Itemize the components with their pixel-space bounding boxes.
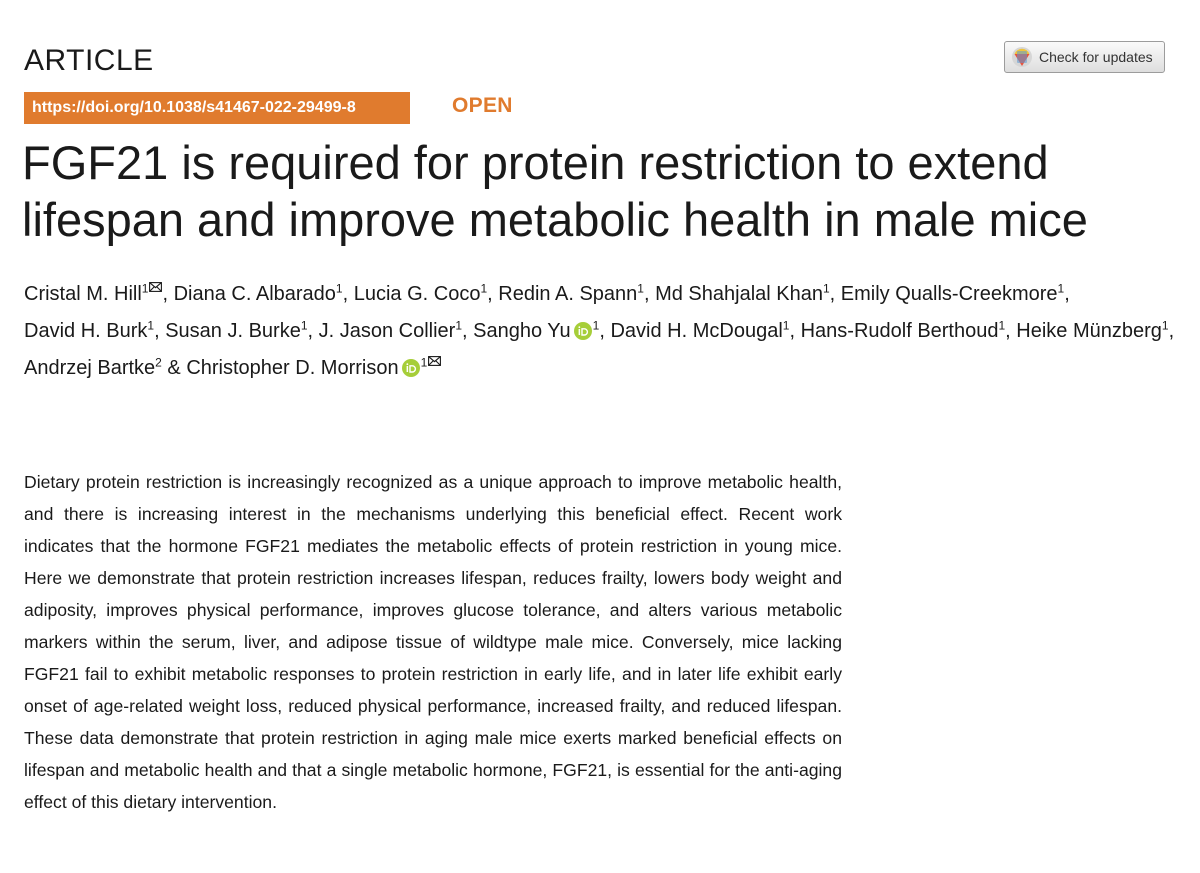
author-name: Hans-Rudolf Berthoud (800, 320, 999, 342)
author-name: Susan J. Burke (165, 320, 301, 342)
author-name: Heike Münzberg (1016, 320, 1162, 342)
affiliation-number: 2 (155, 355, 162, 370)
author-entry[interactable] (473, 320, 599, 342)
orcid-icon[interactable] (402, 359, 420, 377)
author-entry[interactable] (655, 283, 830, 305)
check-for-updates-button[interactable] (1004, 41, 1165, 73)
affiliation-number: 1 (998, 318, 1006, 333)
affiliation-number: 1 (592, 318, 600, 333)
affiliation-number: 1 (782, 318, 790, 333)
affiliation-number: 1 (300, 318, 308, 333)
author-name: Sangho Yu (473, 320, 571, 342)
author-entry[interactable] (24, 320, 154, 342)
author-entry[interactable] (319, 320, 462, 342)
affiliation-number: 1 (822, 281, 830, 296)
author-entry[interactable] (498, 283, 644, 305)
article-type-label: ARTICLE (24, 44, 154, 77)
affiliation-number: 1 (147, 318, 155, 333)
author-entry[interactable] (24, 283, 162, 305)
author-entry[interactable] (186, 357, 441, 379)
author-name: Christopher D. Morrison (186, 357, 399, 379)
crossmark-icon (1011, 46, 1033, 68)
author-name: Cristal M. Hill (24, 283, 142, 305)
doi-link[interactable]: https://doi.org/10.1038/s41467-022-29499-8 (24, 92, 410, 124)
affiliation-number: 1 (335, 281, 343, 296)
author-entry[interactable] (610, 320, 789, 342)
author-entry[interactable] (165, 320, 307, 342)
abstract: Dietary protein restriction is increasingly recognized as a unique approach to improve metabolic health, and there is increasing interest in the mechanisms underlying this beneficial effect. Recent work indicates that the hormone FGF21 mediates the metabolic effects of protein restriction in young mice. Here we demonstrate that protein restriction increases lifespan, reduces frailty, lowers body weight and adiposity, improves physical performance, improves glucose tolerance, and alters various metabolic markers within the serum, liver, and adipose tissue of wildtype male mice. Conversely, mice lacking FGF21 fail to exhibit metabolic responses to protein restriction in early life, and in later life exhibit early onset of age-related weight loss, reduced physical performance, increased frailty, and reduced lifespan. These data demonstrate that protein restriction in aging male mice exerts marked beneficial effects on lifespan and metabolic health and that a single metabolic hormone, FGF21, is essential for the anti-aging effect of this dietary intervention. (24, 472, 842, 812)
check-for-updates-label: Check for updates (1039, 49, 1153, 65)
affiliation-number: 1 (1057, 281, 1065, 296)
author-name: Diana C. Albarado (173, 283, 336, 305)
author-name: David H. Burk (24, 320, 148, 342)
author-name: Redin A. Spann (498, 283, 638, 305)
affiliation-number: 1 (480, 281, 488, 296)
affiliation-number: 1 (1161, 318, 1169, 333)
author-entry[interactable] (1016, 320, 1168, 342)
author-name: David H. McDougal (610, 320, 783, 342)
affiliation-number: 1 (420, 355, 428, 370)
author-entry[interactable] (354, 283, 487, 305)
author-entry[interactable] (24, 357, 162, 379)
open-access-label: OPEN (452, 94, 513, 117)
author-entry[interactable] (174, 283, 343, 305)
author-name: Emily Qualls-Creekmore (840, 283, 1058, 305)
email-icon[interactable] (149, 282, 162, 292)
author-name: Md Shahjalal Khan (655, 283, 823, 305)
email-icon[interactable] (428, 356, 441, 366)
author-name: Lucia G. Coco (353, 283, 481, 305)
paper-title: FGF21 is required for protein restriction to extend lifespan and improve metabolic health in male mice (22, 136, 1088, 246)
author-entry[interactable] (801, 320, 1006, 342)
orcid-icon[interactable] (574, 322, 592, 340)
author-entry[interactable] (841, 283, 1064, 305)
affiliation-number: 1 (455, 318, 463, 333)
author-name: J. Jason Collier (318, 320, 456, 342)
affiliation-number: 1 (141, 281, 149, 296)
author-name: Andrzej Bartke (24, 357, 156, 379)
author-list: Cristal M. Hill$^1$ , Diana C. Albarado$^1$, Lucia G. Coco$^1$, Redin A. Spann$^1$, Md Shahjalal Khan$^1$, Emily Qualls-Creekmore$^1$, David H. Burk$^1$, Susan J. Burke$^1$, J. Jason Collier$^1$, Sangho Yu $^1$, David H. McDougal$^1$, Hans-Rudolf Berthoud$^1$, Heike Münzberg$^1$, Andrzej Bartke$^2$ & Christopher D. Morrison $^1$ (24, 281, 1175, 379)
affiliation-number: 1 (637, 281, 644, 296)
